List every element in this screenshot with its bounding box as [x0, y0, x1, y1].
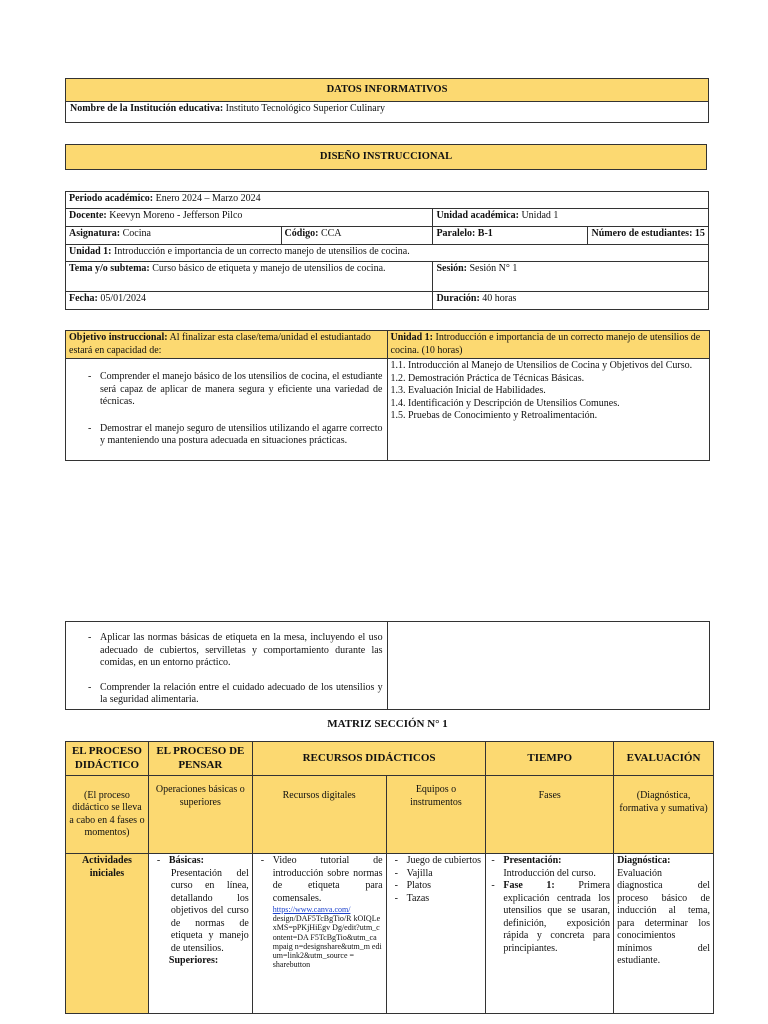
- matriz-table: [65, 741, 714, 1014]
- header-proceso: EL PROCESO DIDÁCTICO: [66, 742, 149, 776]
- docente-cell: Docente: Keevyn Moreno - Jefferson Pilco: [66, 209, 433, 227]
- objetivo-item: - Comprender la relación entre el cuidado adecuado de los utensilios y la seguridad alimentaria.: [86, 682, 383, 707]
- codigo-cell: Código: CCA: [281, 227, 433, 245]
- objetivos-list-cell: [66, 359, 388, 461]
- periodo-cell: Periodo académico: Enero 2024 – Marzo 2024: [66, 192, 709, 209]
- objetivos-list-cont: [66, 622, 388, 710]
- sub-pensar: Operaciones básicas o superiores: [148, 776, 252, 854]
- diseno-instruccional-title: DISEÑO INSTRUCCIONAL: [65, 144, 707, 170]
- topic-item: 1.4. Identificación y Descripción de Utensilios Comunes.: [390, 397, 620, 409]
- equipos-cell: [386, 854, 486, 1014]
- topic-item: 1.2. Demostración Práctica de Técnicas Básicas.: [390, 372, 585, 384]
- topic-item: 1.5. Pruebas de Conocimiento y Retroalimentación.: [390, 410, 598, 421]
- unidad-cell: Unidad 1: Introducción e importancia de un correcto manejo de utensilios de cocina.: [66, 245, 709, 262]
- fecha-cell: Fecha: 05/01/2024: [66, 292, 433, 310]
- header-evaluacion: EVALUACIÓN: [614, 742, 714, 776]
- basicas-label: Básicas:: [168, 855, 204, 866]
- row-actividades-iniciales: Actividades iniciales: [66, 854, 149, 1014]
- canva-link[interactable]: https://www.canva.com/: [272, 905, 351, 914]
- paralelo-cell: Paralelo: B-1: [433, 227, 588, 245]
- sub-proceso: (El proceso didáctico se lleva a cabo en 4 fases o momentos): [66, 776, 149, 854]
- objetivo-cont-table: [65, 621, 710, 710]
- digitales-cell: [252, 854, 386, 1014]
- unidad-academica-cell: Unidad académica: Unidad 1: [433, 209, 709, 227]
- sub-fases: Fases: [486, 776, 614, 854]
- sesion-cell: Sesión: Sesión N° 1: [433, 262, 709, 292]
- fase-presentacion: - Presentación: Introducción del curso.: [489, 855, 610, 880]
- datos-informativos-title: DATOS INFORMATIVOS: [65, 78, 709, 102]
- empty-cell: [387, 622, 709, 710]
- institution-label: Nombre de la Institución educativa:: [70, 103, 224, 114]
- equipo-item: - Vajilla: [393, 868, 483, 881]
- equipo-item: - Juego de cubiertos: [393, 855, 483, 868]
- sub-equipos: Equipos o instrumentos: [386, 776, 486, 854]
- header-tiempo: TIEMPO: [486, 742, 614, 776]
- header-recursos: RECURSOS DIDÁCTICOS: [252, 742, 486, 776]
- objetivo-item: - Aplicar las normas básicas de etiqueta en la mesa, incluyendo el uso adecuado de cubiertos, servilletas y comportamiento durante las comidas, en un entorno práctico.: [86, 632, 383, 670]
- pensar-cell: [148, 854, 252, 1014]
- num-estudiantes-cell: Número de estudiantes: 15: [588, 227, 709, 245]
- institution-value: Instituto Tecnológico Superior Culinary: [223, 103, 386, 114]
- sub-digitales: Recursos digitales: [252, 776, 386, 854]
- canva-link-end[interactable]: sharebutton: [272, 960, 311, 970]
- topics-cell: [387, 359, 710, 461]
- sub-evaluacion: (Diagnóstica, formativa y sumativa): [614, 776, 714, 854]
- topic-item: 1.1. Introducción al Manejo de Utensilios de Cocina y Objetivos del Curso.: [390, 360, 693, 371]
- diagnostica-cell: Diagnóstica: Evaluación diagnostica del proceso básico de inducción al tema, para determinar los conocimientos mínimos del estudiante.: [614, 854, 714, 1014]
- equipo-item: - Platos: [393, 880, 483, 893]
- fase-1: - Fase 1: Primera explicación centrada los utensilios que se usaran, definición, exposición rápida y concreta para principiantes.: [489, 880, 610, 955]
- header-pensar: EL PROCESO DE PENSAR: [148, 742, 252, 776]
- objetivo-header: Objetivo instruccional: Al finalizar esta clase/tema/unidad el estudiantado estará en capacidad de:: [66, 331, 388, 359]
- matriz-title: MATRIZ SECCIÓN N° 1: [327, 718, 448, 730]
- unidad-header: Unidad 1: Introducción e importancia de un correcto manejo de utensilios de cocina. (10 horas): [387, 331, 710, 359]
- tema-cell: Tema y/o subtema: Curso básico de etiqueta y manejo de utensilios de cocina.: [66, 262, 433, 292]
- basicas-text: Presentación del curso en línea, detallando los objetivos del curso de normas de etiqueta y manejo de utensilios.: [170, 867, 249, 954]
- equipo-item: - Tazas: [393, 893, 483, 906]
- objetivo-table: [65, 330, 710, 461]
- duracion-cell: Duración: 40 horas: [433, 292, 709, 310]
- fases-cell: [486, 854, 614, 1014]
- objetivo-item: - Demostrar el manejo seguro de utensilios utilizando el agarre correcto y manteniendo una postura adecuada en situaciones prácticas.: [86, 423, 383, 448]
- asignatura-cell: Asignatura: Cocina: [66, 227, 282, 245]
- info-table: [65, 191, 709, 310]
- canva-link-rest[interactable]: design/DAF5TcBgTio/R kOIQLexMS=pPKjHiEgv Dg/edit?utm_content=DA F5TcBgTio&utm_campaig n=designshare&utm_m edium=link2&utm_source =: [272, 914, 382, 960]
- institution-row: [65, 100, 709, 123]
- video-text: - Video tutorial de introducción sobre normas de etiqueta para comensales.: [272, 855, 383, 904]
- superiores-label: Superiores:: [168, 955, 219, 966]
- objetivo-item: - Comprender el manejo básico de los utensilios de cocina, el estudiante será capaz de aplicar de manera segura y eficiente una variedad de técnicas.: [86, 371, 383, 409]
- topic-item: 1.3. Evaluación Inicial de Habilidades.: [390, 385, 546, 396]
